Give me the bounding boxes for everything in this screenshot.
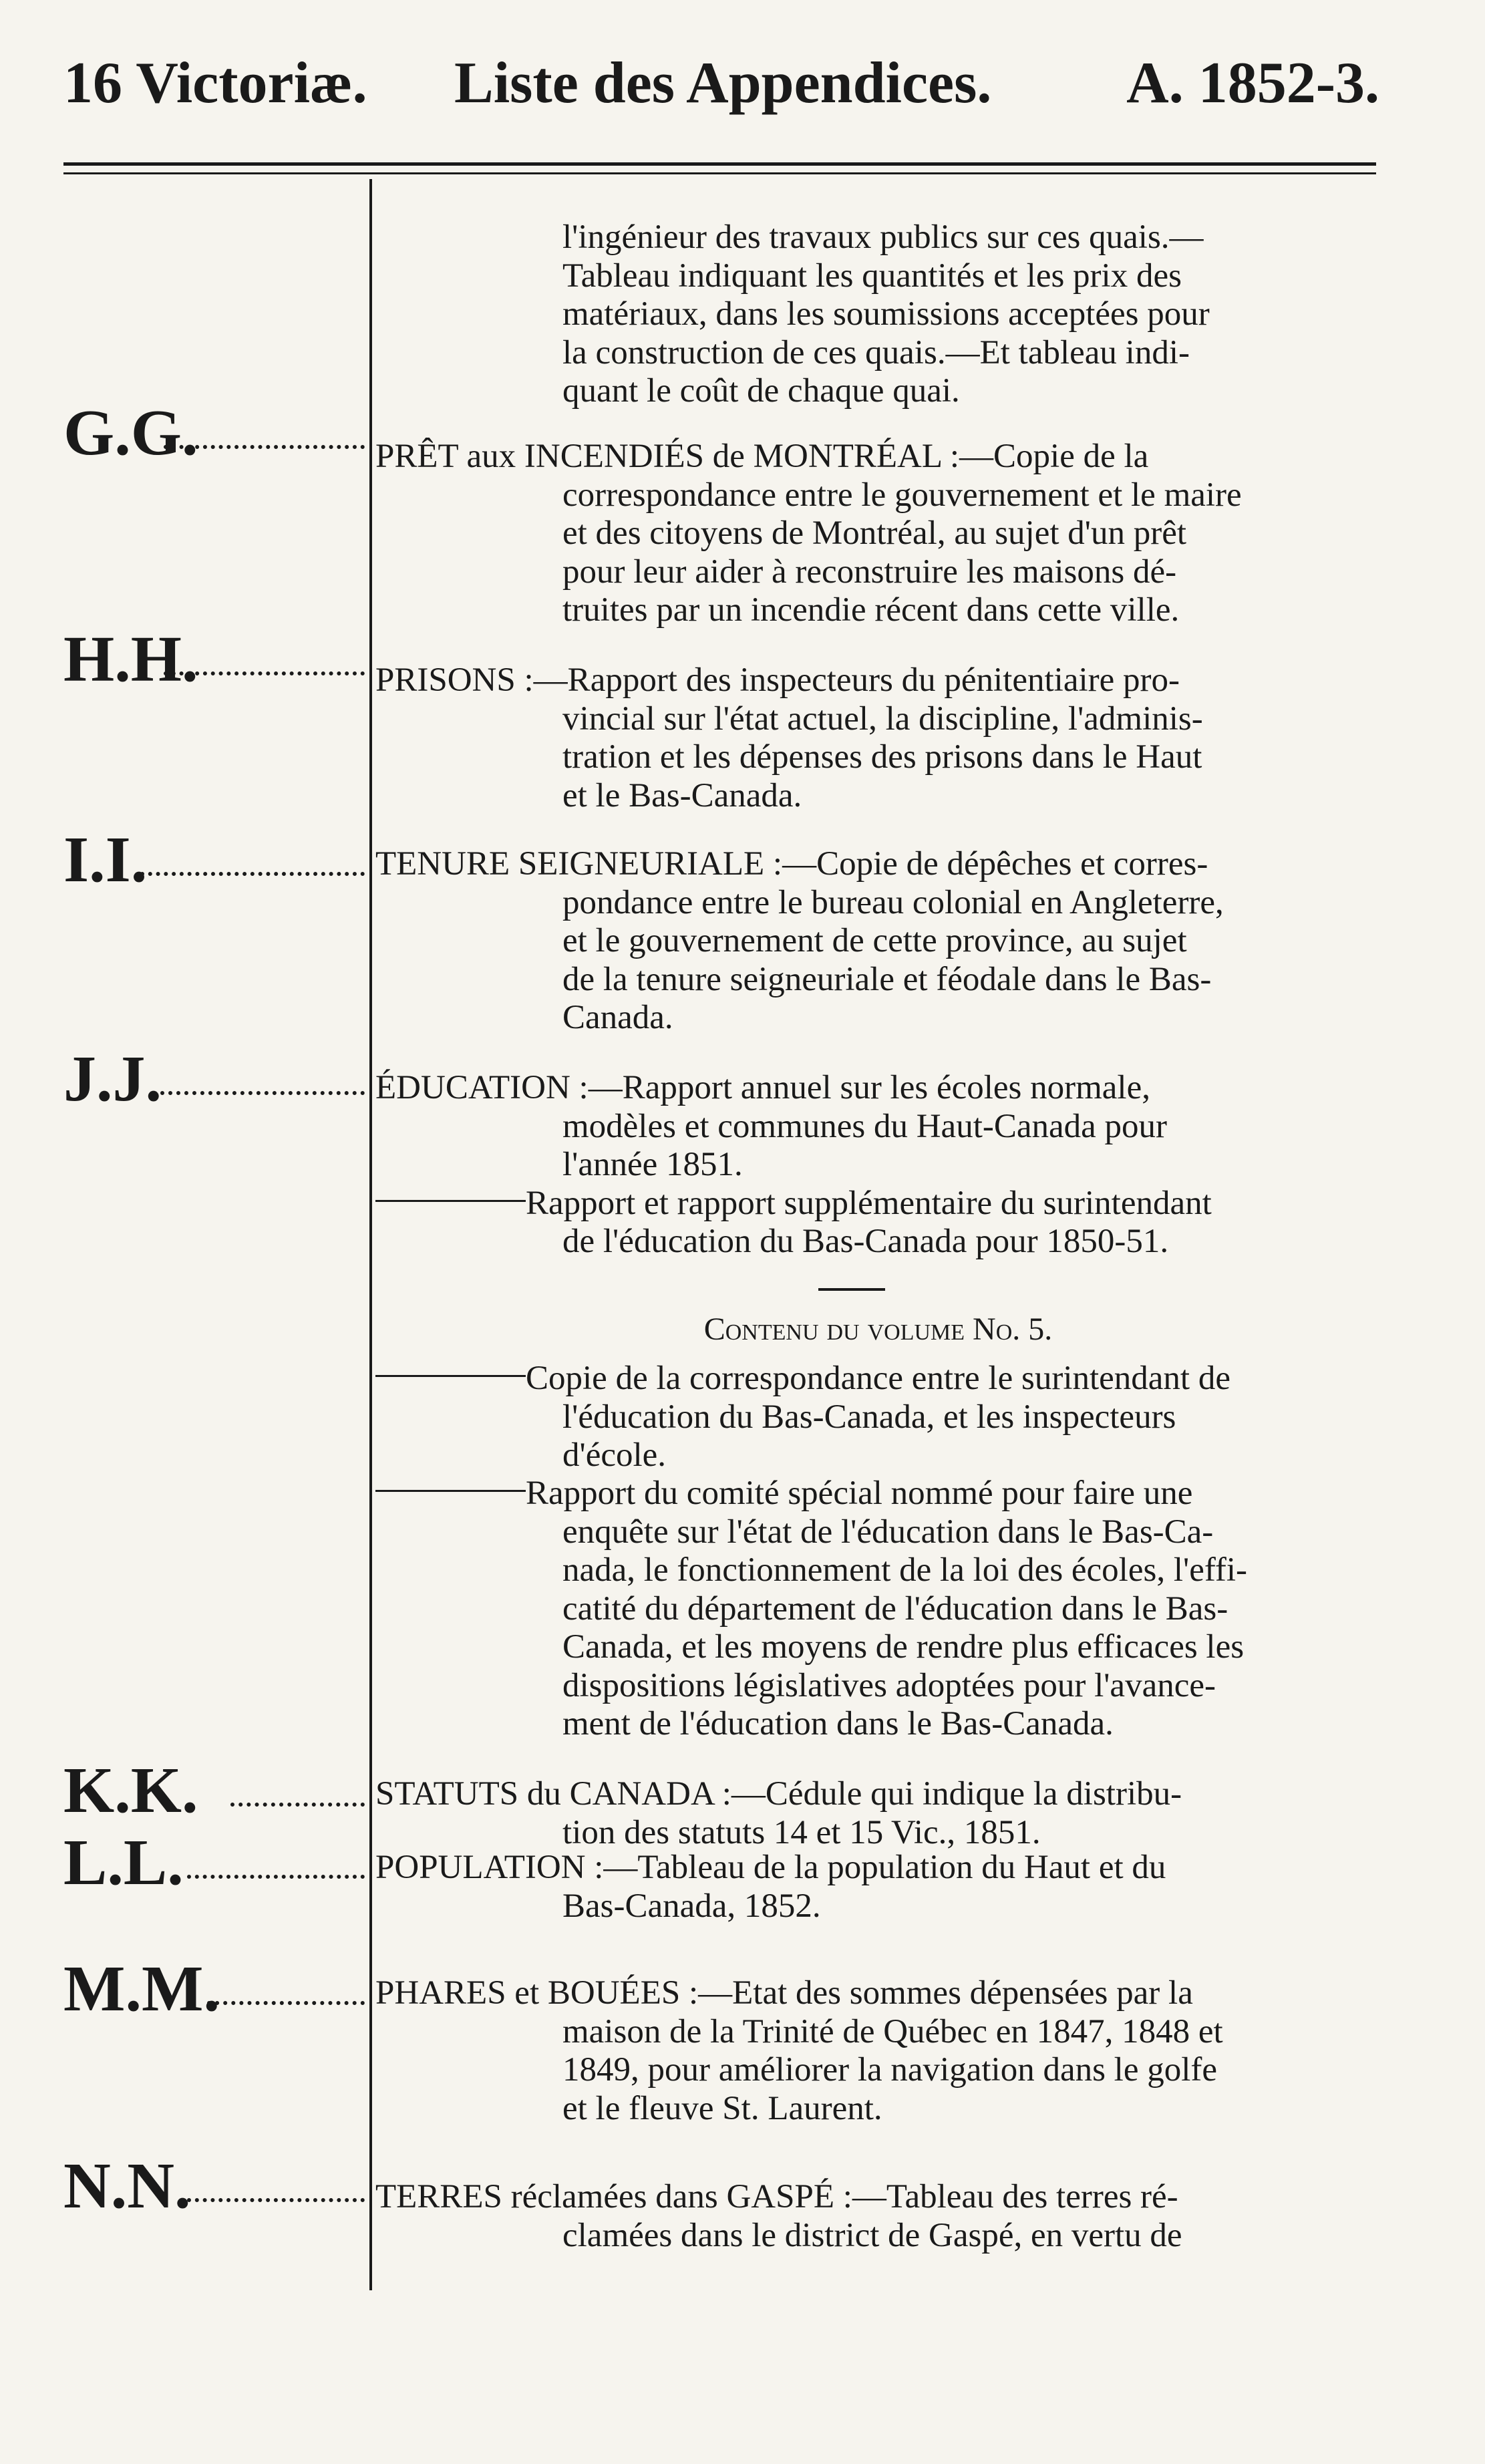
text-line: PRISONS :—Rapport des inspecteurs du pénitentiaire pro- [375,661,1180,699]
appendix-key-label: H.H. [63,623,198,696]
appendix-key-label: L.L. [63,1827,184,1899]
appendix-key [63,1827,367,1899]
text-line: Tableau indiquant les quantités et les prix des [562,257,1182,295]
appendix-key [63,2150,367,2222]
text-line: Canada. [562,999,673,1036]
text-line [375,1360,1381,1398]
text-line: et le Bas-Canada. [562,776,802,814]
header-year: A. 1852-3. [1126,51,1379,116]
text-line: tration et les dépenses des prisons dans le Haut [562,738,1202,776]
appendix-entry-kk [375,1775,1381,1852]
text-line: Copie de la correspondance entre le surintendant de [526,1360,1230,1397]
appendix-key-label: K.K. [63,1754,198,1827]
em-dash-rule [375,1200,526,1202]
volume-heading: Contenu du volume No. 5. [703,1312,1053,1347]
header-rule-thin [63,172,1376,174]
em-dash-rule [375,1490,526,1492]
text-line: STATUTS du CANADA :—Cédule qui indique la distribu- [375,1775,1182,1813]
text-line: et le fleuve St. Laurent. [562,2089,882,2127]
text-line: enquête sur l'état de l'éducation dans le Bas-Ca- [562,1513,1214,1551]
text-line [375,1475,1381,1513]
appendix-entry-ll [375,1849,1381,1926]
text-line: catité du département de l'éducation dans le Bas- [562,1589,1228,1628]
text-line: ment de l'éducation dans le Bas-Canada. [562,1705,1114,1742]
dot-leader [140,872,365,876]
appendix-key [63,1043,367,1115]
text-line: l'année 1851. [562,1146,743,1183]
text-line: maison de la Trinité de Québec en 1847, 1848 et [562,2012,1223,2050]
appendix-key [63,1953,367,2025]
text-line: PRÊT aux INCENDIÉS de MONTRÉAL :—Copie de la [375,438,1149,475]
text-line: l'éducation du Bas-Canada, et les inspecteurs [562,1398,1176,1436]
appendix-key-label: I.I. [63,824,148,896]
volume-item-rapport-comite [375,1475,1381,1744]
appendix-entry-nn [375,2178,1381,2255]
appendix-entry-gg [375,438,1381,630]
text-line: la construction de ces quais.—Et tableau indi- [562,333,1190,371]
appendix-key [63,623,367,696]
text-line: d'école. [562,1436,667,1474]
appendix-entry-jj [375,1069,1381,1261]
text-line: modèles et communes du Haut-Canada pour [562,1107,1168,1145]
text-line: 1849, pour améliorer la navigation dans le golfe [562,2051,1218,2089]
appendix-entry-mm [375,1974,1381,2128]
text-line: Rapport du comité spécial nommé pour faire une [526,1475,1193,1512]
text-line: Rapport et rapport supplémentaire du surintendant [526,1184,1212,1222]
appendix-key [63,1754,367,1827]
text-line: correspondance entre le gouvernement et le maire [562,476,1242,514]
text-line: quant le coût de chaque quai. [562,372,960,410]
text-line: PHARES et BOUÉES :—Etat des sommes dépensées par la [375,1974,1193,2012]
text-line: Bas-Canada, 1852. [562,1887,821,1925]
header-title: Liste des Appendices. [454,51,992,116]
header-rule-thick [63,162,1376,166]
dot-leader [207,2001,365,2005]
appendix-entry-hh [375,661,1381,815]
appendix-key-label: G.G. [63,397,198,469]
appendix-key-label: N.N. [63,2150,191,2222]
column-divider [369,179,372,2290]
appendix-key-label: J.J. [63,1043,162,1115]
dot-leader [230,1803,365,1807]
text-line [375,1185,1381,1223]
dot-leader [160,1091,365,1095]
text-line: pour leur aider à reconstruire les maisons dé- [562,553,1177,591]
dot-leader [164,671,365,675]
header-session: 16 Victoriæ. [63,51,367,116]
text-line: tion des statuts 14 et 15 Vic., 1851. [562,1813,1041,1851]
text-line: TERRES réclamées dans GASPÉ :—Tableau des terres ré- [375,2178,1178,2215]
appendix-key [63,397,367,469]
appendix-key [63,824,367,896]
section-separator [818,1288,885,1291]
text-line: truites par un incendie récent dans cette ville. [562,591,1180,629]
text-line: POPULATION :—Tableau de la population du Haut et du [375,1849,1166,1886]
text-line: TENURE SEIGNEURIALE :—Copie de dépêches et corres- [375,845,1208,883]
text-line: clamées dans le district de Gaspé, en vertu de [562,2216,1182,2254]
text-line: vincial sur l'état actuel, la discipline, l'adminis- [562,700,1203,738]
appendix-entry-ii [375,845,1381,1038]
volume-item-correspondance [375,1360,1381,1475]
text-line: pondance entre le bureau colonial en Angleterre, [562,883,1224,921]
text-line: matériaux, dans les soumissions acceptées pour [562,295,1210,333]
text-line: dispositions législatives adoptées pour l'avance- [562,1666,1216,1704]
text-line: et des citoyens de Montréal, au sujet d'un prêt [562,514,1187,552]
text-line: nada, le fonctionnement de la loi des écoles, l'effi- [562,1551,1248,1589]
appendix-key-label: M.M. [63,1953,220,2025]
dot-leader [187,2198,365,2202]
page-header [63,40,1379,127]
text-line: l'ingénieur des travaux publics sur ces quais.— [562,218,1204,256]
dot-leader [187,1875,365,1879]
text-line: de l'éducation du Bas-Canada pour 1850-51. [562,1223,1169,1260]
dot-leader [164,445,365,449]
text-line: et le gouvernement de cette province, au sujet [562,922,1187,959]
intro-continuation [375,218,1381,411]
text-line: ÉDUCATION :—Rapport annuel sur les écoles normale, [375,1069,1150,1106]
text-line: de la tenure seigneuriale et féodale dans le Bas- [562,960,1212,998]
text-line: Canada, et les moyens de rendre plus efficaces les [562,1628,1245,1666]
em-dash-rule [375,1375,526,1377]
